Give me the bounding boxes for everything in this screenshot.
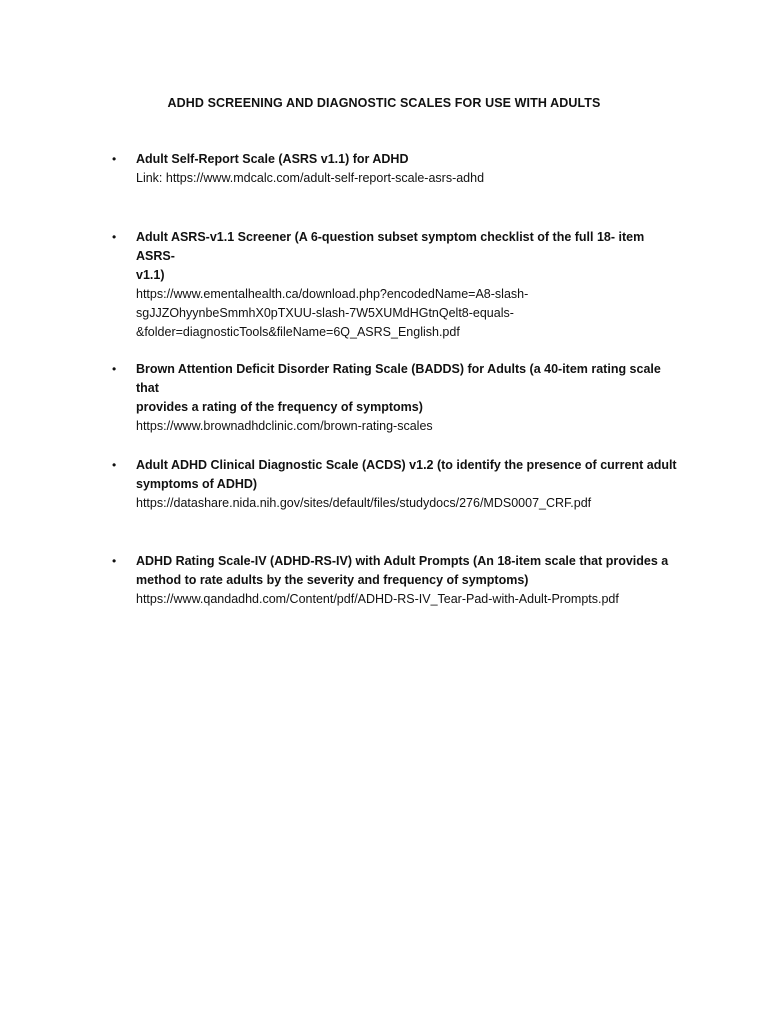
- bullet-icon: •: [112, 362, 117, 376]
- bullet-icon: •: [112, 152, 117, 166]
- entry-link-line[interactable]: https://www.ementalhealth.ca/download.php?encodedName=A8-slash-: [136, 287, 529, 301]
- entry-link-line[interactable]: https://www.qandadhd.com/Content/pdf/ADHD-RS-IV_Tear-Pad-with-Adult-Prompts.pdf: [136, 592, 619, 606]
- entry-link[interactable]: [136, 417, 681, 436]
- entry-heading-line: Adult ASRS-v1.1 Screener (A 6-question subset symptom checklist of the full 18- item ASRS-: [136, 230, 645, 263]
- entry-link-line[interactable]: sgJJZOhyynbeSmmhX0pTXUU-slash-7W5XUMdHGtnQelt8-equals-: [136, 306, 514, 320]
- entry-heading-line: Brown Attention Deficit Disorder Rating Scale (BADDS) for Adults (a 40-item rating scale that: [136, 362, 661, 395]
- entry-link-line[interactable]: &folder=diagnosticTools&fileName=6Q_ASRS_English.pdf: [136, 325, 460, 339]
- entry-heading: [136, 360, 681, 417]
- entry-heading-line: provides a rating of the frequency of symptoms): [136, 400, 423, 414]
- entry-link-line[interactable]: https://www.brownadhdclinic.com/brown-rating-scales: [136, 419, 433, 433]
- entry-heading-line: v1.1): [136, 268, 165, 282]
- entry-link[interactable]: [136, 169, 681, 188]
- bullet-icon: •: [112, 554, 117, 568]
- document-title: ADHD SCREENING AND DIAGNOSTIC SCALES FOR USE WITH ADULTS: [167, 96, 601, 110]
- entry-heading-line: ADHD Rating Scale-IV (ADHD-RS-IV) with Adult Prompts (An 18-item scale that provides a: [136, 554, 669, 568]
- list-item-adhd-rs-iv: [112, 552, 681, 609]
- entry-link[interactable]: [136, 494, 681, 513]
- entry-heading-line: method to rate adults by the severity and frequency of symptoms): [136, 573, 529, 587]
- entry-heading: Adult Self-Report Scale (ASRS v1.1) for ADHD: [136, 152, 409, 166]
- entry-link[interactable]: [136, 590, 681, 609]
- list-item-asrs-screener: [112, 228, 681, 342]
- entry-heading: [136, 228, 681, 285]
- entry-heading-line: Adult ADHD Clinical Diagnostic Scale (ACDS) v1.2 (to identify the presence of current adult: [136, 458, 677, 472]
- list-item-asrs: [112, 150, 681, 188]
- entry-link-line[interactable]: Link: https://www.mdcalc.com/adult-self-report-scale-asrs-adhd: [136, 171, 485, 185]
- list-item-badds: [112, 360, 681, 436]
- bullet-icon: •: [112, 458, 117, 472]
- entry-heading-line: symptoms of ADHD): [136, 477, 258, 491]
- entry-link[interactable]: [136, 285, 681, 342]
- entry-heading: [136, 552, 681, 590]
- bullet-icon: •: [112, 230, 117, 244]
- list-item-acds: [112, 456, 681, 513]
- entry-heading: [136, 456, 681, 494]
- entry-link-line[interactable]: https://datashare.nida.nih.gov/sites/default/files/studydocs/276/MDS0007_CRF.pdf: [136, 496, 592, 510]
